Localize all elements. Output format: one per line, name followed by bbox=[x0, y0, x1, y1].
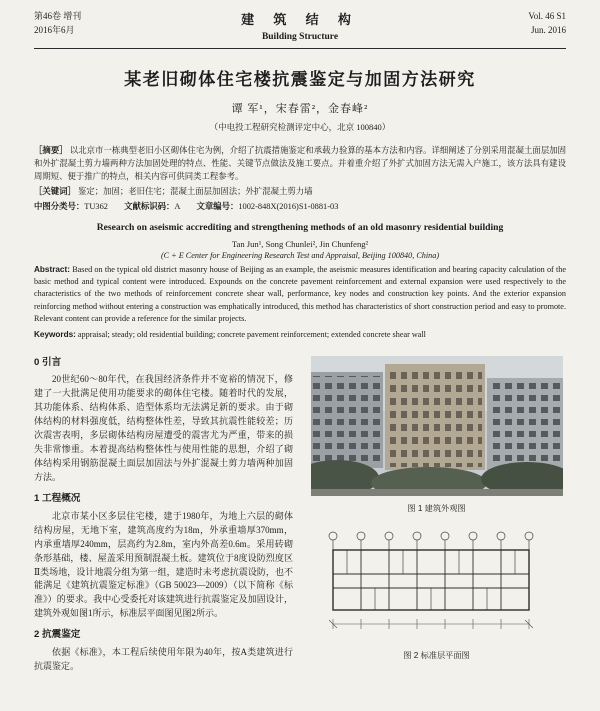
affiliation-line: （中电投工程研究检测评定中心，北京 100840） bbox=[209, 121, 391, 132]
abstract-text: 以北京市一栋典型老旧小区砌体住宅为例，介绍了抗震措施鉴定和承载力验算的基本方法和内容。详细阐述了分别采用混凝土面层加固和外扩混凝土剪力墙两种方法加固处理的特点、性能、关键节点做法及施工要点。并着重介绍了外扩式加固方法无需入户施工，该方法具有建设周期短、便于推广的特点，相关内容可供同类工程参考。 bbox=[34, 145, 567, 181]
english-keywords-text: appraisal; steady; old residential building; concrete pavement reinforcement; extended concrete shear wall bbox=[77, 330, 426, 340]
keywords-text: 鉴定；加固；老旧住宅；混凝土面层加固法；外扩混凝土剪力墙 bbox=[77, 186, 313, 196]
header-center bbox=[164, 10, 436, 44]
english-keywords-label: Keywords: bbox=[34, 330, 76, 340]
doc-code-value: A bbox=[174, 201, 181, 211]
article-no-value: 1002-848X(2016)S1-0881-03 bbox=[238, 201, 339, 211]
doc-code-segment bbox=[124, 202, 180, 211]
english-abstract-label: Abstract: bbox=[34, 264, 70, 274]
journal-name-en: Building Structure bbox=[261, 31, 339, 42]
clc-label: 中图分类号： bbox=[34, 200, 85, 211]
figure2-plan bbox=[311, 526, 563, 642]
left-column bbox=[34, 354, 293, 674]
date-line-cn: 2016年6月 bbox=[34, 24, 75, 35]
clc-segment bbox=[34, 202, 108, 211]
figure-1 bbox=[307, 356, 566, 517]
section-paragraph-2: 依据《标准》，本工程后续使用年限为40年，按A类建筑进行抗震鉴定。 bbox=[34, 647, 293, 672]
abstract-block bbox=[34, 144, 566, 213]
keywords-label: ［关键词］ bbox=[34, 185, 76, 196]
meta-line bbox=[34, 200, 566, 213]
paper-title: 某老旧砌体住宅楼抗震鉴定与加固方法研究 bbox=[124, 69, 476, 89]
authors-line: 谭 军¹，宋春雷²，金春峰² bbox=[231, 102, 369, 115]
english-authors: Tan Jun¹, Song Chunlei², Jin Chunfeng² bbox=[231, 238, 369, 249]
english-title: Research on aseismic accrediting and strengthening methods of an old masonry residential building bbox=[96, 221, 504, 233]
journal-name-cn: 建 筑 结 构 bbox=[241, 12, 359, 27]
section-heading-2: 2 抗震鉴定 bbox=[34, 629, 81, 641]
section-paragraph-1: 北京市某小区多层住宅楼，建于1980年，为地上六层的砌体结构房屋，无地下室，建筑高度约为18m，外承重墙厚370mm，内承重墙厚240mm，层高约为2.8m，室内外高差0.6m。采用砖砌条形基础，楼、屋盖采用预制混凝土板。建筑位于8度设防烈度区Ⅱ类场地，设计地震分组为第一组，建造时未考虑抗震设防，也不能满足《建筑抗震鉴定标准》（GB 50023—2009）（以下简称《标准》）的要求。我中心受委托对该建筑进行抗震鉴定及加固设计，建筑外观如图1所示，标准层平面图见图2所示。 bbox=[34, 510, 293, 619]
body-columns bbox=[34, 354, 566, 674]
abstract-label: ［摘要］ bbox=[34, 144, 68, 155]
english-abstract-text: Based on the typical old district masonry house of Beijing as an example, the aseismic measures identification and bearing capacity calculation of the basic method and typical content were introduced. Expounds on the concrete pavement reinforcement and external expansion were used respectively to the characteristics of the two methods of reinforcement concrete shear wall, performance, key nodes and construction key points. And the exterior expansion reinforcing method without entering a construction was emphatically introduced, this method has characteristics of short construction period and easy to promote. Relevant content can provide a reference for the similar projects. bbox=[34, 264, 567, 323]
figure2-caption: 图 2 标准层平面图 bbox=[403, 651, 470, 661]
keywords-paragraph bbox=[34, 185, 566, 198]
english-block bbox=[34, 222, 566, 342]
volume-line: 第46卷 增刊 bbox=[34, 11, 82, 21]
figure1-photo bbox=[311, 356, 563, 496]
section-paragraph-0: 20世纪60～80年代，在我国经济条件并不宽裕的情况下，修建了一大批满足使用功能要求的砌体住宅楼。随着时代的发展，其功能体系、结构体系、造型体系均无法满足新的要求。由于砌体结构的材料强度低，结构整体性差，导致其抗震性能较差；历次震害表明，多层砌体结构房屋遭受的震害尤为严重，带来的损失非常惨重。本着提高结构整体性与使用性能的思想，介绍了砌体结构采用钢筋混凝土面层加固法与外扩混凝土剪力墙两种加固方法。 bbox=[34, 374, 293, 482]
section-heading-0: 0 引言 bbox=[34, 356, 62, 368]
date-line-en: Jun. 2016 bbox=[530, 24, 566, 35]
header-right bbox=[436, 10, 566, 37]
clc-value: TU362 bbox=[84, 201, 108, 211]
journal-header bbox=[34, 10, 566, 44]
header-left bbox=[34, 10, 164, 37]
doc-code-label: 文献标识码： bbox=[124, 200, 175, 211]
english-abstract bbox=[34, 264, 566, 325]
header-rule bbox=[34, 48, 566, 49]
figure-2 bbox=[307, 526, 566, 663]
section-heading-1: 1 工程概况 bbox=[34, 492, 81, 504]
vol-line-en: Vol. 46 S1 bbox=[528, 11, 566, 21]
abstract-paragraph bbox=[34, 144, 566, 183]
article-no-label: 文章编号： bbox=[196, 200, 239, 211]
english-affiliation: (C + E Center for Engineering Research Test and Appraisal, Beijing 100840, China) bbox=[160, 250, 440, 260]
english-keywords bbox=[34, 329, 566, 341]
right-column bbox=[307, 354, 566, 674]
article-no-segment bbox=[196, 202, 338, 211]
figure1-caption: 图 1 建筑外观图 bbox=[407, 504, 466, 514]
